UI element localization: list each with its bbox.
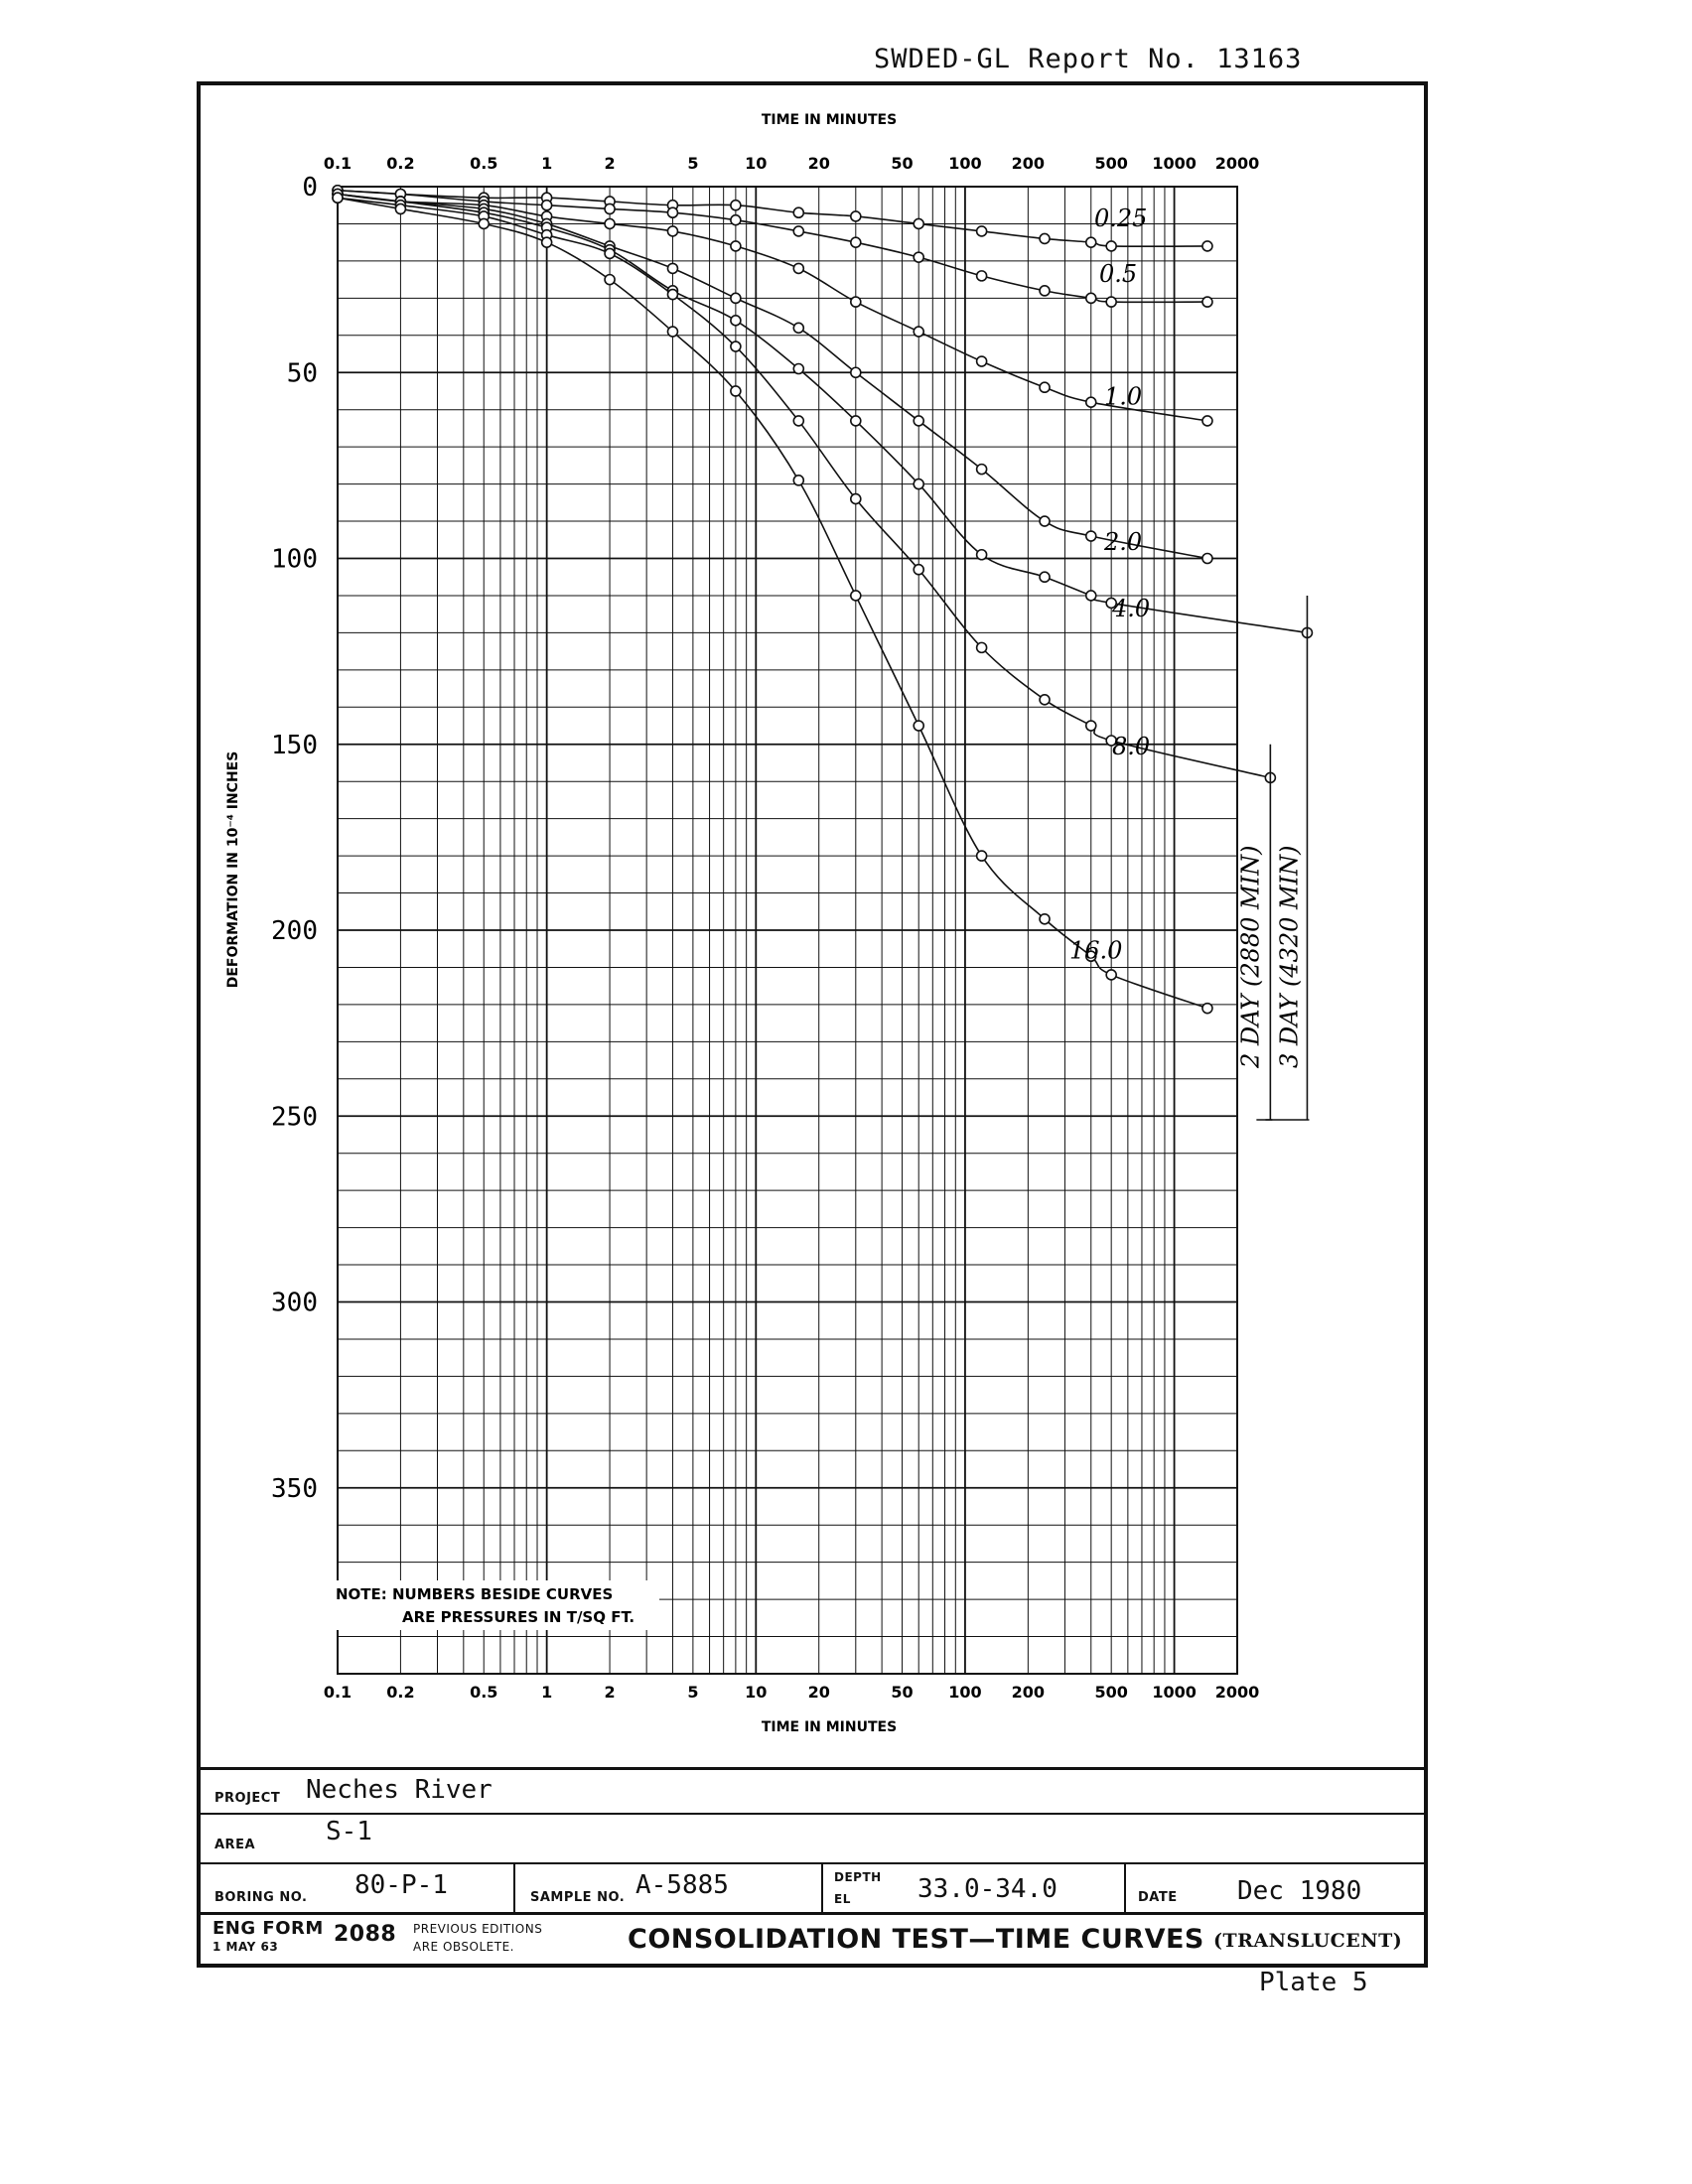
sample-no-label: SAMPLE NO.: [530, 1890, 626, 1905]
sample-no-value: A-5885: [635, 1870, 729, 1900]
depth-value: 33.0-34.0: [917, 1874, 1058, 1904]
data-point: [851, 237, 861, 247]
data-point: [1040, 286, 1050, 296]
date-label: DATE: [1138, 1890, 1178, 1905]
x-tick-label-top: 500: [1094, 154, 1128, 173]
data-point: [977, 356, 987, 366]
data-point: [977, 550, 987, 560]
x-axis-label-top: TIME IN MINUTES: [761, 112, 898, 128]
data-point: [851, 367, 861, 377]
x-tick-label-bottom: 50: [891, 1683, 914, 1702]
data-point: [667, 207, 677, 217]
data-point: [977, 642, 987, 652]
data-point: [731, 341, 741, 351]
boring-no-label: BORING NO.: [214, 1890, 308, 1905]
curve-pressure-label: 1.0: [1104, 382, 1143, 411]
data-point: [1202, 297, 1212, 307]
x-tick-label-top: 50: [891, 154, 914, 173]
area-value: S-1: [326, 1817, 372, 1846]
y-tick-label: 250: [271, 1102, 318, 1133]
data-point: [1086, 237, 1096, 247]
data-point: [851, 297, 861, 307]
data-point: [914, 565, 923, 575]
data-point: [914, 721, 923, 731]
title-block-divider-2: [821, 1862, 823, 1912]
data-point: [1202, 416, 1212, 426]
data-point: [667, 327, 677, 337]
title-block-divider-3: [1124, 1862, 1126, 1912]
data-point: [793, 416, 803, 426]
data-point: [1106, 297, 1116, 307]
data-point: [1106, 970, 1116, 980]
x-tick-label-bottom: 0.5: [470, 1683, 498, 1702]
curve-pressure-label: 0.5: [1099, 260, 1138, 289]
title-block-divider-1: [513, 1862, 515, 1912]
data-point: [851, 591, 861, 601]
reading-label: 2 DAY (2880 MIN): [1236, 845, 1265, 1068]
data-point: [851, 416, 861, 426]
eng-form-date: 1 MAY 63: [212, 1940, 279, 1954]
data-point: [793, 263, 803, 273]
y-tick-label: 350: [271, 1473, 318, 1504]
x-tick-label-top: 20: [807, 154, 830, 173]
x-tick-label-bottom: 2000: [1214, 1683, 1260, 1702]
series-curve-0.25: [338, 191, 1207, 246]
x-tick-label-bottom: 100: [948, 1683, 982, 1702]
data-point: [914, 218, 923, 228]
x-tick-label-top: 5: [687, 154, 699, 173]
data-point: [542, 237, 552, 247]
previous-editions-line-2: ARE OBSOLETE.: [413, 1940, 514, 1954]
x-tick-label-bottom: 20: [807, 1683, 830, 1702]
data-point: [1202, 554, 1212, 564]
title-block-rule-3: [201, 1912, 1424, 1915]
note-line-1: NOTE: NUMBERS BESIDE CURVES: [336, 1585, 614, 1603]
data-point: [1086, 397, 1096, 407]
project-value: Neches River: [306, 1775, 493, 1805]
report-number: SWDED-GL Report No. 13163: [874, 44, 1303, 74]
y-tick-label: 150: [271, 730, 318, 760]
data-point: [914, 327, 923, 337]
chart-series: [333, 186, 1312, 1014]
data-point: [977, 271, 987, 281]
data-point: [851, 494, 861, 504]
x-tick-label-bottom: 200: [1011, 1683, 1046, 1702]
x-tick-label-top: 10: [745, 154, 768, 173]
series-curve-16.0: [338, 198, 1207, 1008]
data-point: [977, 851, 987, 861]
boring-no-value: 80-P-1: [354, 1870, 448, 1900]
data-point: [793, 226, 803, 236]
eng-form-label: ENG FORM: [212, 1918, 324, 1939]
x-tick-label-bottom: 2: [604, 1683, 616, 1702]
data-point: [731, 241, 741, 251]
note-line-2: ARE PRESSURES IN T/SQ FT.: [402, 1608, 635, 1626]
data-point: [605, 218, 615, 228]
x-tick-label-top: 100: [948, 154, 982, 173]
x-tick-label-top: 200: [1011, 154, 1046, 173]
data-point: [793, 364, 803, 374]
x-tick-label-top: 1000: [1152, 154, 1197, 173]
data-point: [793, 476, 803, 485]
x-axis-label-bottom: TIME IN MINUTES: [761, 1719, 898, 1735]
area-label: AREA: [214, 1838, 256, 1852]
y-tick-label: 300: [271, 1288, 318, 1318]
data-point: [1040, 914, 1050, 924]
translucent-note: (TRANSLUCENT): [1213, 1930, 1403, 1952]
curve-pressure-label: 8.0: [1112, 732, 1151, 760]
x-tick-label-bottom: 1: [541, 1683, 553, 1702]
series-curve-1.0: [338, 194, 1207, 420]
data-point: [479, 218, 489, 228]
plate-number: Plate 5: [1259, 1968, 1368, 1997]
curve-pressure-label: 2.0: [1104, 527, 1143, 556]
x-tick-label-top: 0.1: [323, 154, 352, 173]
data-point: [914, 479, 923, 489]
data-point: [1202, 241, 1212, 251]
x-tick-label-top: 2000: [1214, 154, 1260, 173]
data-point: [793, 207, 803, 217]
reading-label: 3 DAY (4320 MIN): [1275, 845, 1304, 1068]
x-tick-label-bottom: 10: [745, 1683, 768, 1702]
data-point: [851, 211, 861, 221]
x-tick-label-bottom: 500: [1094, 1683, 1128, 1702]
x-tick-label-top: 0.5: [470, 154, 498, 173]
data-point: [914, 252, 923, 262]
data-point: [1086, 531, 1096, 541]
el-label: EL: [834, 1892, 851, 1906]
data-point: [667, 290, 677, 300]
y-tick-label: 50: [286, 358, 318, 389]
y-tick-label: 200: [271, 916, 318, 946]
data-point: [1106, 241, 1116, 251]
data-point: [667, 226, 677, 236]
x-tick-label-top: 0.2: [386, 154, 415, 173]
data-point: [977, 226, 987, 236]
chart-annotations: [1069, 205, 1309, 1120]
data-point: [333, 193, 343, 203]
data-point: [731, 215, 741, 225]
data-point: [731, 316, 741, 326]
data-point: [605, 204, 615, 213]
data-point: [1086, 721, 1096, 731]
data-point: [977, 465, 987, 475]
data-point: [1086, 591, 1096, 601]
x-tick-label-bottom: 5: [687, 1683, 699, 1702]
form-title: CONSOLIDATION TEST—TIME CURVES: [628, 1924, 1204, 1955]
title-block-rule-2: [201, 1862, 1424, 1864]
title-block-rule-1: [201, 1813, 1424, 1815]
form-frame: [197, 81, 1428, 1968]
data-point: [731, 201, 741, 210]
data-point: [1086, 293, 1096, 303]
date-value: Dec 1980: [1237, 1876, 1362, 1906]
previous-editions-line-1: PREVIOUS EDITIONS: [413, 1922, 543, 1936]
data-point: [1040, 572, 1050, 582]
y-axis-label: DEFORMATION IN 10⁻⁴ INCHES: [225, 751, 241, 989]
x-tick-label-top: 2: [604, 154, 616, 173]
data-point: [667, 263, 677, 273]
data-point: [605, 275, 615, 285]
data-point: [395, 204, 405, 213]
curve-pressure-label: 0.25: [1094, 204, 1148, 232]
depth-label: DEPTH: [834, 1870, 882, 1884]
data-point: [1040, 233, 1050, 243]
data-point: [1040, 695, 1050, 705]
y-tick-label: 0: [302, 173, 318, 203]
data-point: [1040, 516, 1050, 526]
data-point: [793, 323, 803, 333]
x-tick-label-bottom: 1000: [1152, 1683, 1197, 1702]
curve-pressure-label: 16.0: [1069, 936, 1123, 965]
eng-form-number: 2088: [334, 1922, 397, 1947]
data-point: [1202, 1004, 1212, 1014]
curve-pressure-label: 4.0: [1112, 595, 1151, 623]
y-tick-label: 100: [271, 544, 318, 575]
chart-grid: [338, 187, 1237, 1674]
data-point: [731, 386, 741, 396]
title-block-top-rule: [201, 1767, 1424, 1770]
x-tick-label-bottom: 0.2: [386, 1683, 415, 1702]
data-point: [1040, 382, 1050, 392]
series-curve-2.0: [338, 194, 1207, 558]
data-point: [542, 201, 552, 210]
consolidation-chart: [201, 85, 1424, 1964]
data-point: [605, 248, 615, 258]
x-tick-label-bottom: 0.1: [323, 1683, 352, 1702]
data-point: [731, 293, 741, 303]
project-label: PROJECT: [214, 1791, 281, 1806]
data-point: [914, 416, 923, 426]
x-tick-label-top: 1: [541, 154, 553, 173]
